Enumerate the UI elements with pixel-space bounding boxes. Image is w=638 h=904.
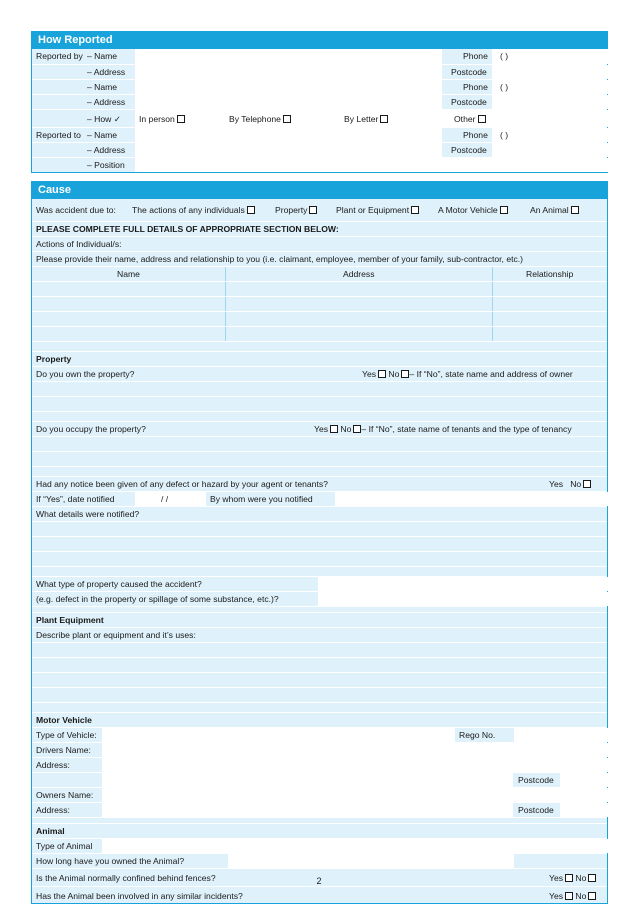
no-label: No bbox=[388, 369, 400, 379]
how-row bbox=[32, 109, 607, 127]
plant-title-row bbox=[32, 612, 607, 627]
animal-checkbox[interactable] bbox=[571, 206, 579, 214]
own-note: – If “No”, state name and address of owner bbox=[409, 369, 573, 379]
actions-row bbox=[32, 236, 607, 251]
in-person-label: In person bbox=[139, 114, 175, 124]
option-animal-label: An Animal bbox=[530, 205, 569, 215]
motor-title: Motor Vehicle bbox=[36, 715, 92, 725]
rego-field[interactable] bbox=[514, 728, 608, 742]
table-row bbox=[32, 296, 607, 311]
reported-to-label: Reported to bbox=[36, 130, 81, 140]
how-reported-section bbox=[31, 31, 608, 173]
yes-label: Yes bbox=[314, 424, 329, 434]
reported-by-postcode-field[interactable] bbox=[492, 65, 608, 79]
rego-label: Rego No. bbox=[459, 730, 496, 740]
type-example-label: (e.g. defect in the property or spillage of some substance, etc.)? bbox=[36, 594, 279, 604]
phone-label: Phone bbox=[463, 82, 488, 92]
reported-to-address-row bbox=[32, 142, 607, 157]
type-example-field[interactable] bbox=[318, 592, 608, 606]
reported-to-name-field[interactable] bbox=[135, 128, 442, 142]
no-label: No bbox=[575, 891, 587, 901]
address-label: – Address bbox=[87, 67, 126, 77]
postcode-label: Postcode bbox=[451, 97, 487, 107]
owners-address-row bbox=[32, 802, 607, 817]
reported-by-name-row bbox=[32, 49, 607, 64]
phone-label: Phone bbox=[463, 130, 488, 140]
name-label: – Name bbox=[87, 130, 118, 140]
postcode-label: Postcode bbox=[518, 775, 554, 785]
by-whom-field[interactable] bbox=[335, 492, 608, 506]
owners-postcode-field[interactable] bbox=[560, 803, 608, 817]
option-plant-label: Plant or Equipment bbox=[336, 205, 410, 215]
cause-header: Cause bbox=[32, 182, 607, 199]
yes-label: Yes bbox=[549, 479, 564, 489]
actions-label: Actions of Individual/s: bbox=[36, 239, 122, 249]
motor-title-row bbox=[32, 712, 607, 727]
occupy-question: Do you occupy the property? bbox=[36, 424, 146, 434]
type-of-vehicle-label: Type of Vehicle: bbox=[36, 730, 97, 740]
type-of-animal-row bbox=[32, 838, 607, 853]
page-number: 2 bbox=[316, 876, 322, 886]
how-label: – How ✓ bbox=[87, 114, 121, 124]
blank-line[interactable] bbox=[32, 436, 607, 451]
animal-title-row bbox=[32, 823, 607, 838]
please-complete-text: PLEASE COMPLETE FULL DETAILS OF APPROPRIATE SECTION BELOW: bbox=[36, 224, 339, 234]
drivers-postcode-row bbox=[32, 772, 607, 787]
option-property-label: Property bbox=[275, 205, 308, 215]
postcode-label: Postcode bbox=[518, 805, 554, 815]
type-of-animal-field[interactable] bbox=[102, 839, 608, 853]
reported-to-phone-field[interactable] bbox=[492, 128, 608, 142]
reported-by-phone-field[interactable] bbox=[492, 49, 608, 64]
reported-to-position-row bbox=[32, 157, 607, 172]
incidents-row bbox=[32, 886, 607, 903]
type-of-animal-label: Type of Animal bbox=[36, 841, 93, 851]
blank-line[interactable] bbox=[32, 551, 607, 566]
owners-name-label: Owners Name: bbox=[36, 790, 94, 800]
blank-line[interactable] bbox=[32, 396, 607, 411]
type-example-row bbox=[32, 591, 607, 606]
reported-by-address-row bbox=[32, 64, 607, 79]
address-label: Address: bbox=[36, 805, 70, 815]
no-label: No bbox=[340, 424, 352, 434]
other-label: Other bbox=[454, 114, 476, 124]
reported-by-name-field[interactable] bbox=[135, 49, 442, 64]
drivers-name-label: Drivers Name: bbox=[36, 745, 91, 755]
incidents-question: Has the Animal been involved in any similar incidents? bbox=[36, 891, 243, 901]
position-label: – Position bbox=[87, 160, 125, 170]
blank-line[interactable] bbox=[32, 381, 607, 396]
blank-line[interactable] bbox=[32, 521, 607, 536]
by-whom-label: By whom were you notified bbox=[210, 494, 313, 504]
drivers-name-field[interactable] bbox=[102, 743, 608, 757]
plant-checkbox[interactable] bbox=[411, 206, 419, 214]
animal-title: Animal bbox=[36, 826, 65, 836]
reported-by-address2-field[interactable] bbox=[135, 95, 442, 109]
notice-no-checkbox[interactable] bbox=[583, 480, 591, 488]
reported-to-address-field[interactable] bbox=[135, 143, 442, 157]
plant-title: Plant Equipment bbox=[36, 615, 104, 625]
describe-plant-label: Describe plant or equipment and it’s uses: bbox=[36, 630, 196, 640]
provide-details-text: Please provide their name, address and relationship to you (i.e. claimant, employee, member of your family, sub-contractor, etc.) bbox=[36, 254, 524, 264]
cause-section bbox=[31, 181, 608, 904]
property-title: Property bbox=[36, 354, 72, 364]
date-notified-row bbox=[32, 491, 607, 506]
address-label: – Address bbox=[87, 97, 126, 107]
date-slashes: / / bbox=[161, 494, 169, 504]
what-details-label: What details were notified? bbox=[36, 509, 140, 519]
no-label: No bbox=[575, 873, 587, 883]
in-person-checkbox[interactable] bbox=[177, 115, 185, 123]
col-name: Name bbox=[117, 269, 140, 279]
blank-line[interactable] bbox=[32, 451, 607, 466]
notice-question: Had any notice been given of any defect or hazard by your agent or tenants? bbox=[36, 479, 328, 489]
provide-details-row bbox=[32, 251, 607, 266]
how-long-label: How long have you owned the Animal? bbox=[36, 856, 185, 866]
own-property-row bbox=[32, 366, 607, 381]
owners-address-field[interactable] bbox=[102, 803, 513, 817]
phone-paren: ( ) bbox=[500, 82, 509, 92]
table-row bbox=[32, 326, 607, 341]
type-caused-field[interactable] bbox=[318, 577, 608, 591]
owners-name-field[interactable] bbox=[102, 788, 608, 802]
drivers-address-row bbox=[32, 757, 607, 772]
option-motor-label: A Motor Vehicle bbox=[438, 205, 498, 215]
how-reported-header: How Reported bbox=[32, 32, 607, 49]
own-yes-checkbox[interactable] bbox=[378, 370, 386, 378]
drivers-name-row bbox=[32, 742, 607, 757]
table-row bbox=[32, 311, 607, 326]
date-notified-label: If “Yes”, date notified bbox=[36, 494, 115, 504]
occupy-yes-checkbox[interactable] bbox=[330, 425, 338, 433]
occupy-note: – If “No”, state name of tenants and the type of tenancy bbox=[361, 424, 572, 434]
yes-label: Yes bbox=[549, 873, 564, 883]
type-of-vehicle-field[interactable] bbox=[102, 728, 455, 742]
reported-by-label: Reported by bbox=[36, 51, 83, 61]
incidents-yes-checkbox[interactable] bbox=[565, 892, 573, 900]
describe-plant-row bbox=[32, 627, 607, 642]
address-label: Address: bbox=[36, 760, 70, 770]
phone-label: Phone bbox=[463, 51, 488, 61]
date-notified-field[interactable] bbox=[135, 492, 206, 506]
blank-line[interactable] bbox=[32, 687, 607, 702]
notice-row bbox=[32, 476, 607, 491]
property-checkbox[interactable] bbox=[309, 206, 317, 214]
incidents-no-checkbox[interactable] bbox=[588, 892, 596, 900]
type-caused-label: What type of property caused the accident? bbox=[36, 579, 202, 589]
reported-by-address-field[interactable] bbox=[135, 65, 442, 79]
motor-checkbox[interactable] bbox=[500, 206, 508, 214]
type-of-vehicle-row bbox=[32, 727, 607, 742]
how-long-field[interactable] bbox=[228, 854, 514, 868]
yes-label: Yes bbox=[362, 369, 377, 379]
blank-line[interactable] bbox=[32, 672, 607, 687]
individuals-table-header bbox=[32, 266, 607, 281]
yes-label: Yes bbox=[549, 891, 564, 901]
by-telephone-label: By Telephone bbox=[229, 114, 281, 124]
name-label: – Name bbox=[87, 82, 118, 92]
drivers-address-field-2[interactable] bbox=[102, 773, 513, 787]
by-letter-checkbox[interactable] bbox=[380, 115, 388, 123]
col-address: Address bbox=[343, 269, 375, 279]
accident-due-label: Was accident due to: bbox=[36, 205, 116, 215]
type-caused-row bbox=[32, 576, 607, 591]
reported-to-position-field[interactable] bbox=[135, 158, 609, 172]
other-checkbox[interactable] bbox=[478, 115, 486, 123]
how-long-row bbox=[32, 853, 607, 868]
blank-line[interactable] bbox=[32, 536, 607, 551]
no-label: No bbox=[570, 479, 582, 489]
phone-paren: ( ) bbox=[500, 51, 509, 61]
postcode-label: Postcode bbox=[451, 67, 487, 77]
confined-question: Is the Animal normally confined behind fences? bbox=[36, 873, 216, 883]
option-individuals-label: The actions of any individuals bbox=[132, 205, 245, 215]
drivers-postcode-field[interactable] bbox=[560, 773, 608, 787]
postcode-label: Postcode bbox=[451, 145, 487, 155]
individuals-checkbox[interactable] bbox=[247, 206, 255, 214]
reported-to-name-row bbox=[32, 127, 607, 142]
reported-by-phone2-field[interactable] bbox=[492, 80, 608, 94]
occupy-property-row bbox=[32, 421, 607, 436]
reported-by-address2-row bbox=[32, 94, 607, 109]
drivers-address-field[interactable] bbox=[102, 758, 608, 772]
table-row bbox=[32, 281, 607, 296]
accident-due-row bbox=[32, 199, 607, 221]
reported-by-postcode2-field[interactable] bbox=[492, 95, 608, 109]
owners-name-row bbox=[32, 787, 607, 802]
reported-to-postcode-field[interactable] bbox=[492, 143, 608, 157]
how-options bbox=[135, 110, 609, 127]
phone-paren: ( ) bbox=[500, 130, 509, 140]
col-relationship: Relationship bbox=[526, 269, 574, 279]
address-label: – Address bbox=[87, 145, 126, 155]
reported-by-name2-field[interactable] bbox=[135, 80, 442, 94]
name-label: – Name bbox=[87, 51, 118, 61]
reported-by-name2-row bbox=[32, 79, 607, 94]
by-letter-label: By Letter bbox=[344, 114, 379, 124]
by-telephone-checkbox[interactable] bbox=[283, 115, 291, 123]
blank-line[interactable] bbox=[32, 642, 607, 657]
blank-line[interactable] bbox=[32, 657, 607, 672]
property-title-row bbox=[32, 351, 607, 366]
what-details-row bbox=[32, 506, 607, 521]
own-property-question: Do you own the property? bbox=[36, 369, 135, 379]
please-complete-row bbox=[32, 221, 607, 236]
